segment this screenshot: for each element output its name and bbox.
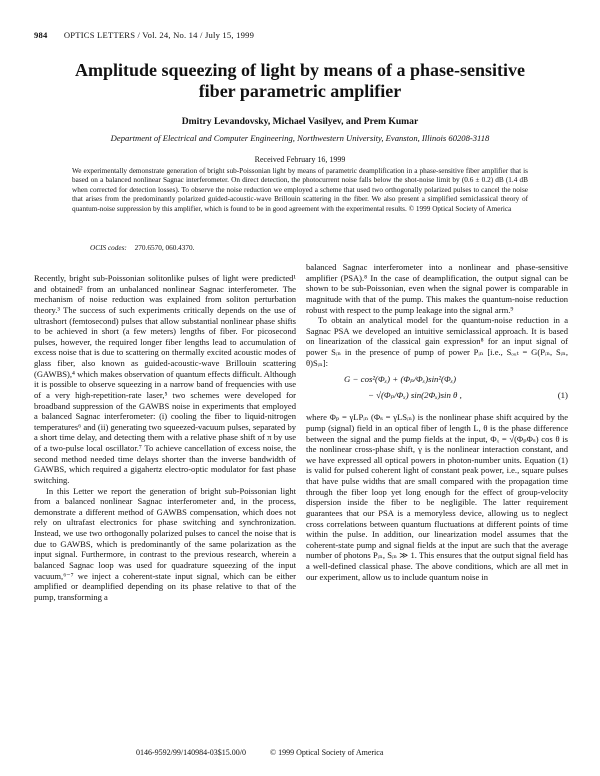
copyright: © 1999 Optical Society of America xyxy=(270,748,384,757)
article-code: 0146-9592/99/140984-03$15.00/0 xyxy=(136,748,246,757)
page-footer xyxy=(136,748,496,757)
right-column xyxy=(306,262,568,582)
body-paragraph: where Φₚ = γLPᵢₙ (Φₛ = γLSᵢₙ) is the nonlinear phase shift acquired by the pump (signal) field in an optical fiber of length L, θ is the phase difference between the signal and the pump fields at the input, Φₓ = √(ΦₚΦₛ) cos θ is the nonlinear cross-phase shift, γ is the nonlinear interaction constant, and we have expressed all optical powers in photon-number units. Equation (1) is valid for pulsed coherent light of constant peak power, i.e., square pulses that have pulse widths that are small compared with the propagation time through the fiber loop yet long enough for the effect of group-velocity dispersion inside the fiber to be negligible. The latter requirement guarantees that our PSA is a memoryless device, allowing us to neglect cross correlations between quantum fluctuations at different points of time within the pulse. In addition, our linearization model assumes that the coherent-state pump and signal fields at the input are such that the average number of photons Pᵢₙ, Sᵢₙ ≫ 1. This ensures that the output signal field has a well-defined classical phase. The above conditions, which are all met in our experiment, allow us to include quantum noise in xyxy=(306,412,568,582)
page-number: 984 xyxy=(34,30,48,40)
equation-number: (1) xyxy=(557,390,568,401)
body-paragraph: balanced Sagnac interferometer into a nonlinear and phase-sensitive amplifier (PSA).⁸ In the case of deamplification, the output signal can be shown to be sub-Poissonian, even when the signal power is comparable in magnitude with that of the pump. This makes the quantum-noise reduction robust with respect to the pump leakage into the signal arm.⁹ xyxy=(306,262,568,315)
equation-expression: − √(Φₚ/Φₓ) sin(2Φₓ)sin θ , xyxy=(368,390,462,401)
running-head xyxy=(34,30,566,40)
authors: Dmitry Levandovsky, Michael Vasilyev, and Prem Kumar xyxy=(181,116,419,127)
paper-title xyxy=(40,60,560,102)
equation-expression: G − cos²(Φₓ) + (Φₚ/Φₓ)sin²(Φₓ) xyxy=(344,374,457,385)
body-paragraph: To obtain an analytical model for the quantum-noise reduction in a Sagnac PSA we developed an intuitive semiclassical approach. It is based on linearization of the classical gain expression⁸ for an input signal of power Sᵢₙ in the presence of pump of power Pᵢₙ [i.e., Sₒᵤₜ = G(Pᵢₙ, Sᵢₙ, θ)Sᵢₙ]: xyxy=(306,315,568,368)
body-paragraph: Recently, bright sub-Poissonian solitonlike pulses of light were predicted¹ and obtained² from an unbalanced nonlinear Sagnac interferometer. The mechanism of noise reduction was explained from soliton perturbation theory.³ The success of such experiments critically depends on the use of ultrashort (femtosecond) pulses that allow substantial nonlinear phase shifts to be achieved in short (a few meters) lengths of fiber. For picosecond pulses, however, the required longer fiber lengths lead to accumulation of excess noise that is due to scattering on thermally excited acoustic modes of glass fiber, also known as guided-acoustic-wave Brillouin scattering (GAWBS),⁴ which makes observation of quantum effects difficult. Although it is possible to observe squeezing in a narrow band of frequencies with use of a very high-repetition-rate laser,⁵ two schemes were developed for broadband suppression of the GAWBS noise in experiments that employed a balanced Sagnac interferometer: (i) cooling the fiber to liquid-nitrogen temperatures⁶ and (ii) generating two squeezed-vacuum pulses, separated by a short time delay, and detecting them with a relative phase shift of π by use of a two-pulse local oscillator.⁷ To achieve cancellation of excess noise, the second method needed time delays shorter than the inverse bandwidth of GAWBS, which required a gigahertz electro-optic modulator for fast phase switching. xyxy=(34,273,296,485)
ocis-label: OCIS codes: xyxy=(90,244,127,252)
title-line-1: Amplitude squeezing of light by means of a phase-sensitive xyxy=(74,60,526,80)
affiliation: Department of Electrical and Computer Engineering, Northwestern University, Evanston, Illinois 60208-3118 xyxy=(110,133,490,143)
ocis-values: 270.6570, 060.4370. xyxy=(134,244,195,252)
ocis-codes xyxy=(90,244,530,252)
journal-citation: OPTICS LETTERS / Vol. 24, No. 14 / July 15, 1999 xyxy=(63,30,255,40)
abstract: We experimentally demonstrate generation of bright sub-Poissonian light by means of parametric deamplification in a phase-sensitive fiber amplifier that is based on a balanced nonlinear Sagnac interferometer. On direct detection, the photocurrent noise falls below the shot-noise limit by (0.6 ± 0.2) dB (1.4 dB when corrected for detection losses). To observe the noise reduction we employed a scheme that used two orthogonally polarized pulses to cancel the noise that arises from the predominantly polarized guided-acoustic-wave Brillouin scattering in the fiber. We also present a simplified semiclassical theory of quantum-noise suppression by this amplifier, which is found to be in good agreement with the experimental results. © 1999 Optical Society of America xyxy=(72,167,528,213)
body-paragraph: In this Letter we report the generation of bright sub-Poissonian light from a balanced nonlinear Sagnac interferometer and, in the process, demonstrate a different method of GAWBS compensation, which does not rely on ultrafast electronics for phase switching and synchronization. Instead, we use two orthogonally polarized pulses to cancel the noise that is due to GAWBS, which is predominantly of the same polarization as the input signal. Furthermore, in contrast to the previous research, wherein a balanced Sagnac loop was used for quadrature squeezing of the input vacuum,⁶⁻⁷ we inject a coherent-state input signal, which can be either amplified or deamplified depending on its phase relative to that of the pump, transforming a xyxy=(34,485,296,602)
equation-line-2 xyxy=(306,390,568,406)
equation-line-1 xyxy=(306,374,568,390)
received-date: Received February 16, 1999 xyxy=(254,155,346,164)
left-column xyxy=(34,273,296,602)
title-line-2: fiber parametric amplifier xyxy=(198,81,402,101)
